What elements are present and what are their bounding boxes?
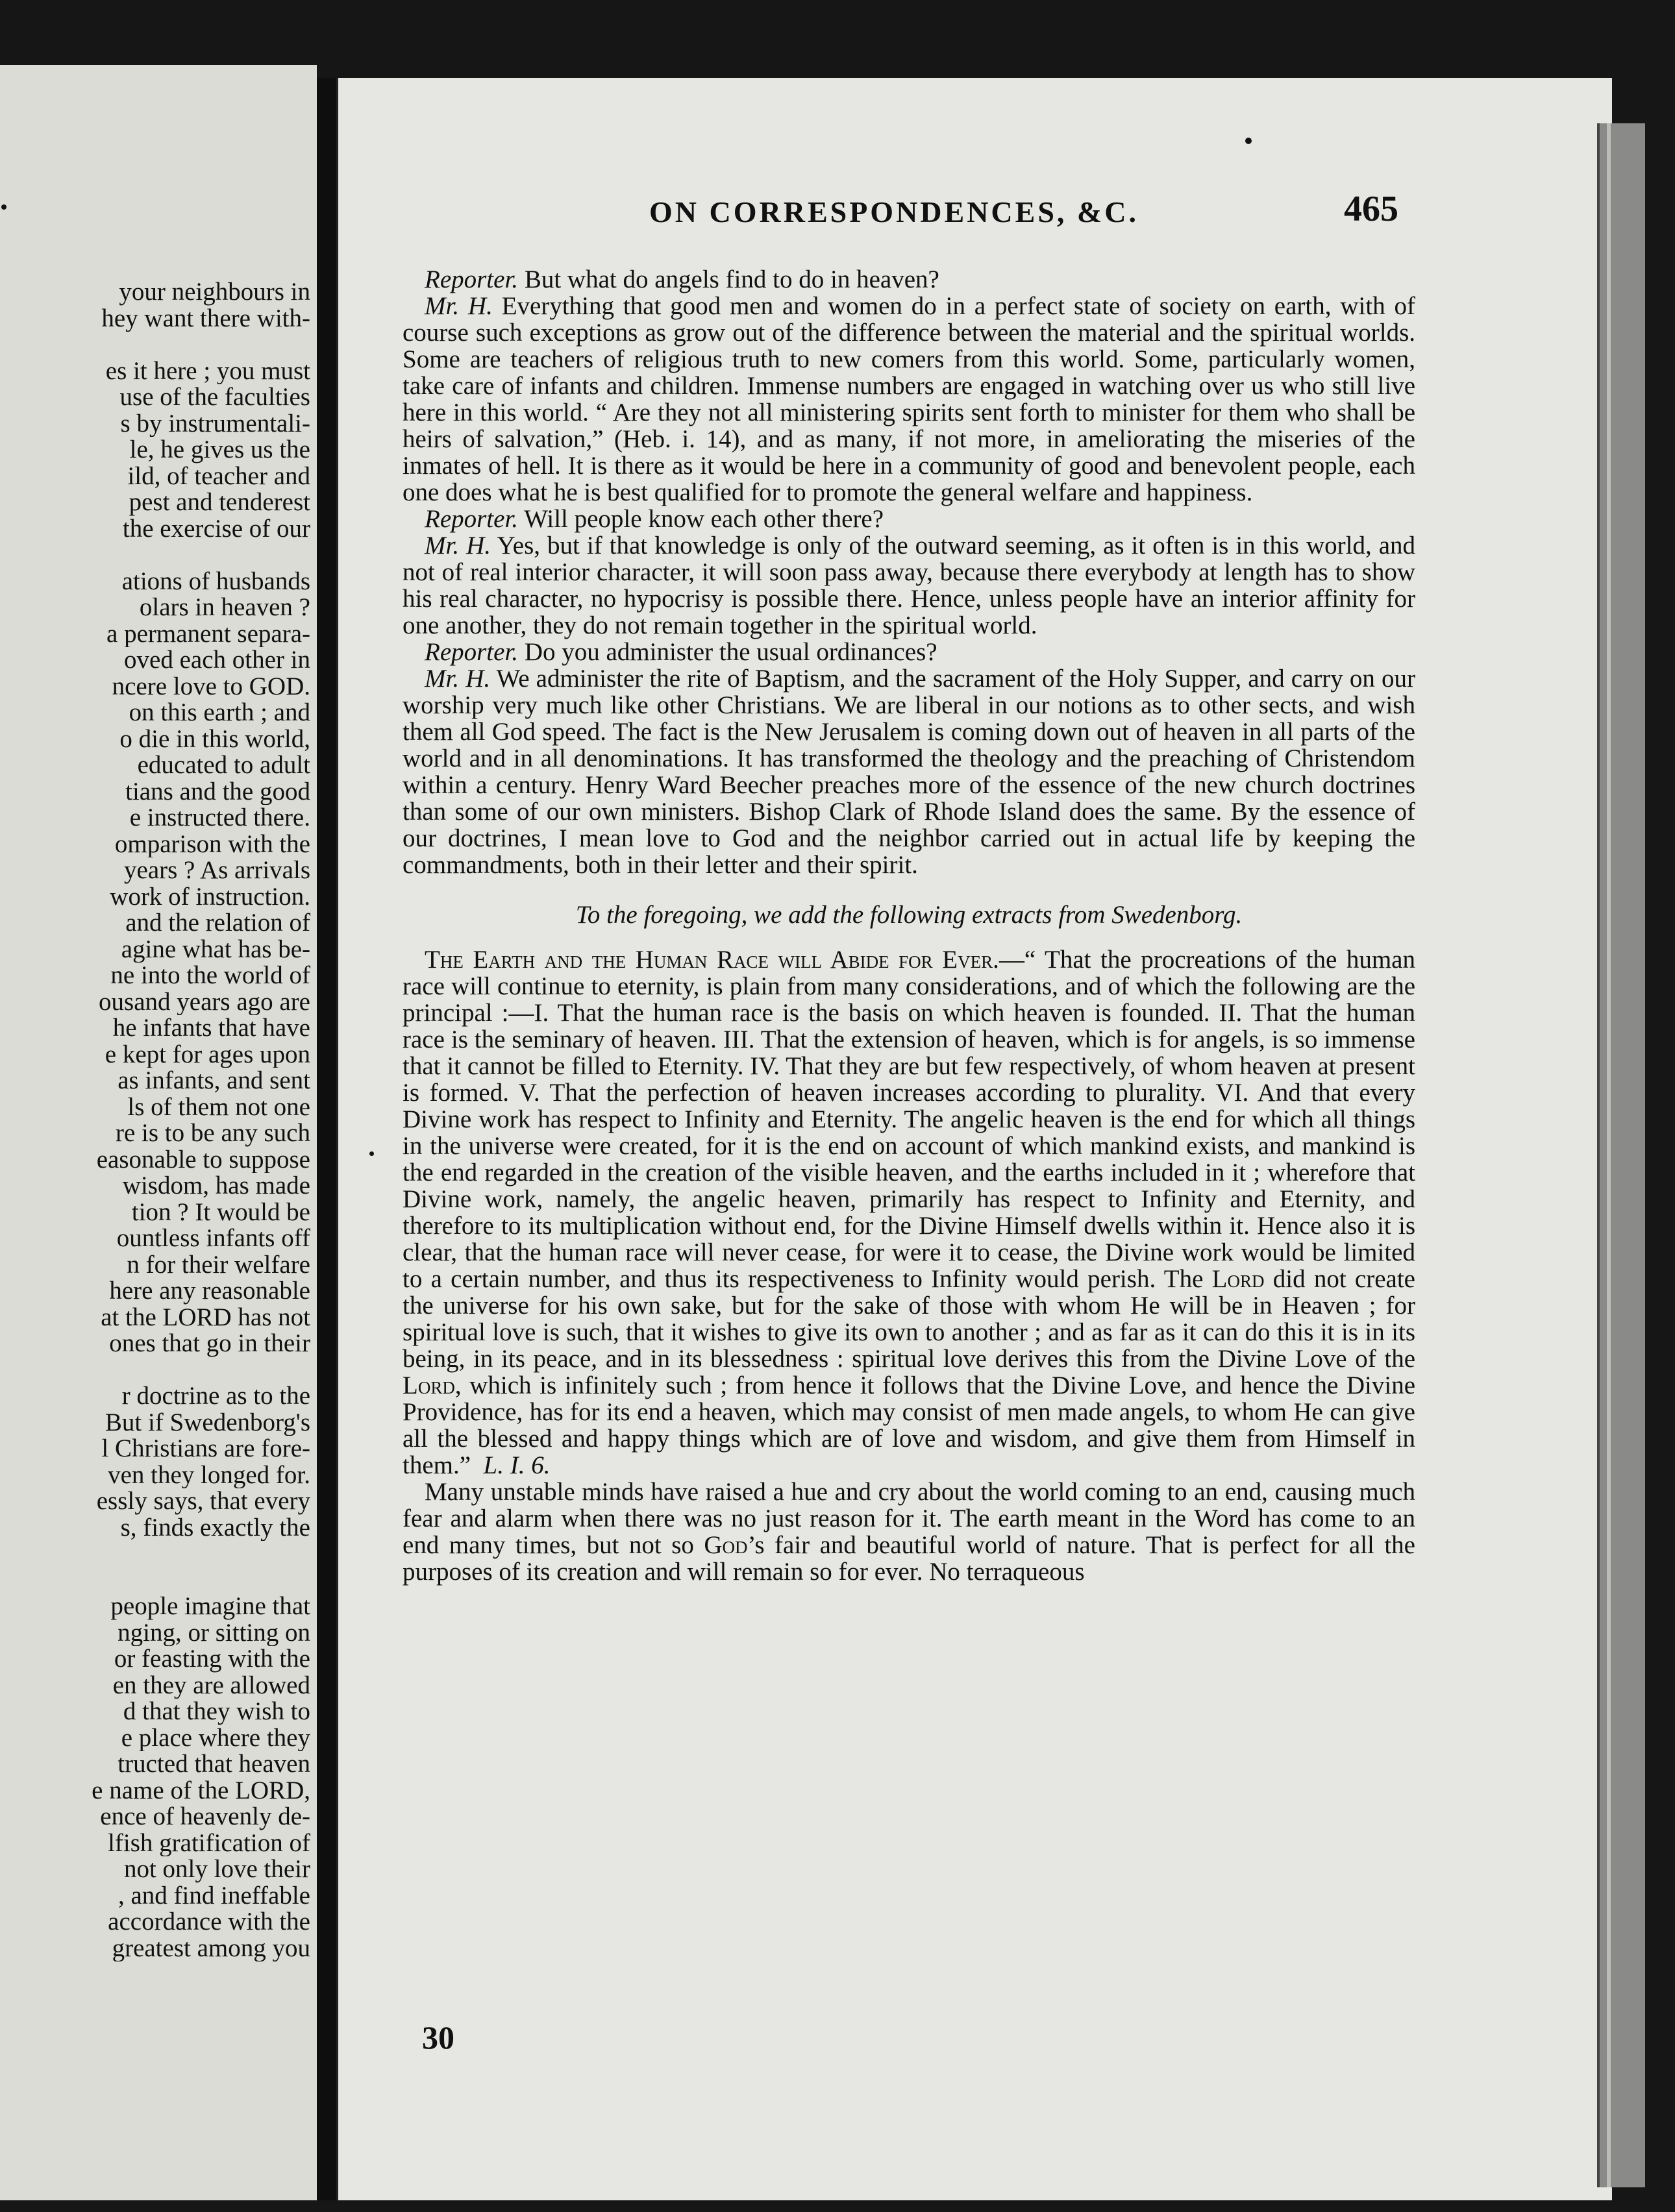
left-page-line: r doctrine as to the — [121, 1383, 310, 1410]
line-gap — [0, 542, 310, 569]
dialogue-paragraph — [403, 665, 1415, 878]
left-page-line: ones that go in their — [109, 1331, 310, 1357]
left-page-line: agine what has be- — [121, 936, 310, 963]
margin-dot — [369, 1151, 374, 1156]
left-page-line: s by instrumentali- — [120, 410, 310, 437]
signature-mark: 30 — [422, 2019, 454, 2056]
left-page-line: work of instruction. — [110, 883, 310, 910]
left-page-line: or feasting with the — [114, 1646, 310, 1673]
left-page-line: ence of heavenly de- — [100, 1804, 310, 1830]
left-page-line: nging, or sitting on — [118, 1619, 310, 1646]
left-facing-page — [0, 65, 317, 2200]
left-page-line: ncere love to GOD. — [112, 673, 310, 700]
left-page-line: on this earth ; and — [129, 700, 310, 726]
left-page-line: es it here ; you must — [105, 358, 310, 384]
dialogue-paragraph — [403, 293, 1415, 506]
left-page-line: oved each other in — [124, 647, 310, 674]
speaker-label: Mr. H. — [425, 292, 493, 320]
left-page-line: ven they longed for. — [108, 1462, 310, 1488]
left-page-line: wisdom, has made — [122, 1173, 310, 1199]
left-page-line: tians and the good — [125, 778, 310, 805]
left-page-line: lfish gratification of — [108, 1830, 310, 1856]
speaker-label: Reporter. — [425, 505, 519, 533]
running-head: ON CORRESPONDENCES, &C. — [649, 195, 1139, 228]
book-gutter — [317, 78, 336, 2200]
paragraph-text: —“ That the procreations of the human race will continue to eternity, is plain from many considerations, and of which the following are the principal :—I. That the human race is the basis on which heaven is founded. II. That the human race is the seminary of heaven. III. That the extension of heaven, which is for angels, is so immense that it cannot be filled to Eternity. IV. That they are but few respectively, of whom heaven at present is formed. V. That the perfection of heaven increases according to plurality. VI. And that every Divine work has respect to Infinity and Eternity. The angelic heaven is the end for which all things in the universe were created, for it is the end on account of which mankind exists, and mankind is the end regarded in the creation of the visible heaven, and the earths included in it ; wherefore that Divine work, namely, the angelic heaven, primarily has respect to Infinity and Eternity, and therefore to its multiplication without end, for the Divine Himself dwells within it. Hence also it is clear, that the human race will never cease, for were it to cease, the Divine work would be limited to a certain number, and thus its respectiveness to Infinity would perish. The — [403, 946, 1415, 1293]
paragraph-text: Will people know each other there? — [518, 505, 884, 533]
left-page-line: But if Swedenborg's — [105, 1409, 310, 1436]
left-page-line: le, he gives us the — [129, 437, 310, 463]
dialogue-paragraph — [403, 506, 1415, 532]
dialogue-paragraph — [403, 532, 1415, 639]
paragraph-text: , which is infinitely such ; from hence it follows that the Divine Love, and hence the Divine Providence, has for its end a heaven, which may consist of men made angels, to whom He can give all the blessed and happy things which are of love and wisdom, and give them from Himself in them.” — [403, 1371, 1415, 1479]
left-page-line: ountless infants off — [116, 1225, 310, 1252]
left-page-line: at the LORD has not — [101, 1304, 310, 1331]
left-page-line: e place where they — [121, 1725, 310, 1751]
left-page-line: en they are allowed — [112, 1672, 310, 1699]
citation: L. I. 6. — [483, 1451, 551, 1479]
line-gap — [0, 1567, 310, 1594]
paragraph-text: Do you administer the usual ordinances? — [518, 638, 937, 666]
left-page-line: s, finds exactly the — [120, 1514, 310, 1541]
speaker-label: Reporter. — [425, 638, 519, 666]
left-page-line: greatest among you — [112, 1935, 310, 1961]
left-page-line: easonable to suppose — [96, 1146, 310, 1173]
small-caps-god: God — [704, 1531, 748, 1559]
page-edges — [1597, 123, 1645, 2187]
page-number: 465 — [1344, 189, 1398, 229]
left-page-line: e instructed there. — [129, 805, 310, 831]
page-body — [403, 266, 1415, 1585]
dialogue-paragraph — [403, 266, 1415, 293]
left-page-line: tion ? It would be — [131, 1199, 310, 1225]
left-page-line: essly says, that every — [96, 1488, 310, 1515]
left-page-line: here any reasonable — [109, 1278, 310, 1305]
line-gap — [0, 332, 310, 358]
paragraph-text: ’s fair and beautiful world of nature. That is perfect for all the purposes of its creation and will remain so for ever. No terraqueous — [403, 1531, 1415, 1586]
left-page-line: d that they wish to — [123, 1699, 310, 1725]
left-page-line: as infants, and sent — [118, 1068, 310, 1094]
speaker-label: Mr. H. — [425, 665, 491, 693]
left-page-line: ls of them not one — [127, 1094, 310, 1120]
left-page-line: l Christians are fore- — [101, 1436, 310, 1462]
small-caps-lord: Lord — [403, 1371, 455, 1399]
left-page-line: ousand years ago are — [99, 989, 310, 1015]
section-heading: To the foregoing, we add the following extracts from Swedenborg. — [575, 901, 1243, 929]
ink-speck — [1245, 138, 1252, 144]
speaker-label: Mr. H. — [425, 532, 491, 559]
small-caps-lord: Lord — [1211, 1265, 1265, 1293]
speaker-label: Reporter. — [425, 265, 519, 293]
left-page-line: a permanent separa- — [106, 621, 310, 647]
extract-paragraph — [403, 946, 1415, 1479]
left-page-line: and the relation of — [125, 910, 310, 937]
left-page-line: olars in heaven ? — [139, 595, 310, 621]
paragraph-text: did not create the universe for his own sake, but for the sake of those with whom He will be in Heaven ; for spiritual love is such, that it wishes to give its own to another ; and as far as it can do this it is in its being, in its peace, and in its blessedness : spiritual love derives this from the Divine Love of the — [403, 1265, 1415, 1373]
left-page-line: n for their welfare — [127, 1251, 310, 1278]
left-page-line: omparison with the — [114, 831, 310, 857]
paragraph-text: Yes, but if that knowledge is only of the outward seeming, as it often is in this world, and not of real interior character, it will soon pass away, because there everybody at length has to show his real character, no hypocrisy is possible there. Hence, unless people have an interior affinity for one another, they do not remain together in the spiritual world. — [403, 532, 1415, 639]
left-page-line: ations of husbands — [121, 568, 310, 595]
left-page-line: ild, of teacher and — [127, 463, 310, 489]
left-page-line: people imagine that — [110, 1593, 310, 1620]
left-page-line: ne into the world of — [110, 963, 310, 989]
left-page-line: pest and tenderest — [129, 489, 310, 516]
extract-lead: The Earth and the Human Race will Abide for Ever. — [425, 946, 999, 974]
left-page-line: re is to be any such — [115, 1120, 310, 1147]
left-page-line: not only love their — [123, 1856, 310, 1883]
left-page-line: e name of the LORD, — [92, 1777, 310, 1804]
closing-paragraph — [403, 1479, 1415, 1585]
left-page-line: e kept for ages upon — [105, 1041, 310, 1068]
left-page-line: years ? As arrivals — [124, 857, 310, 884]
ink-speck — [1, 204, 6, 210]
left-page-line: educated to adult — [137, 752, 310, 779]
left-page-line: tructed that heaven — [118, 1751, 310, 1778]
left-page-line: your neighbours in — [119, 279, 310, 306]
left-page-line: he infants that have — [112, 1015, 310, 1042]
paragraph-text: Everything that good men and women do in a perfect state of society on earth, with of course such exceptions as grow out of the difference between the material and the spiritual worlds. Some are teachers of religious truth to new comers from this world. Some, particularly women, take care of infants and children. Immense numbers are engaged in watching over us who still live here in this world. “ Are they not all ministering spirits sent forth to minister for them who shall be heirs of salvation,” (Heb. i. 14), and as many, if not more, in ameliorating the miseries of the inmates of hell. It is there as it would be here in a community of good and benevolent people, each one does what he is best qualified for to promote the general welfare and happiness. — [403, 292, 1415, 506]
paragraph-text: But what do angels find to do in heaven? — [518, 265, 939, 293]
left-page-text-column — [0, 279, 310, 1961]
page-edge-highlight — [1607, 123, 1611, 2187]
left-page-line: hey want there with- — [101, 305, 310, 332]
dialogue-paragraph — [403, 639, 1415, 665]
left-page-line: use of the faculties — [119, 384, 310, 411]
left-page-line: the exercise of our — [122, 515, 310, 542]
left-page-line: o die in this world, — [119, 726, 310, 752]
left-page-line: accordance with the — [108, 1909, 310, 1936]
paragraph-text: We administer the rite of Baptism, and the sacrament of the Holy Supper, and carry on our worship very much like other Christians. We are liberal in our notions as to other sects, and wish them all God speed. The fact is the New Jerusalem is coming down out of heaven in all parts of the world and in all denominations. It has transformed the theology and the preaching of Christendom within a century. Henry Ward Beecher preaches more of the essence of the new church doctrines than some of our own ministers. Bishop Clark of Rhode Island does the same. By the essence of our doctrines, I mean love to God and the neighbor carried out in actual life by keeping the commandments, both in their letter and their spirit. — [403, 665, 1415, 879]
line-gap — [0, 1357, 310, 1384]
left-page-line: , and find ineffable — [118, 1882, 310, 1909]
line-gap — [0, 1541, 310, 1567]
paragraph-text: Many unstable minds have raised a hue and cry about the world coming to an end, causing much fear and alarm when there was no just reason for it. The earth meant in the Word has come to an end many times, but not so — [403, 1478, 1415, 1559]
